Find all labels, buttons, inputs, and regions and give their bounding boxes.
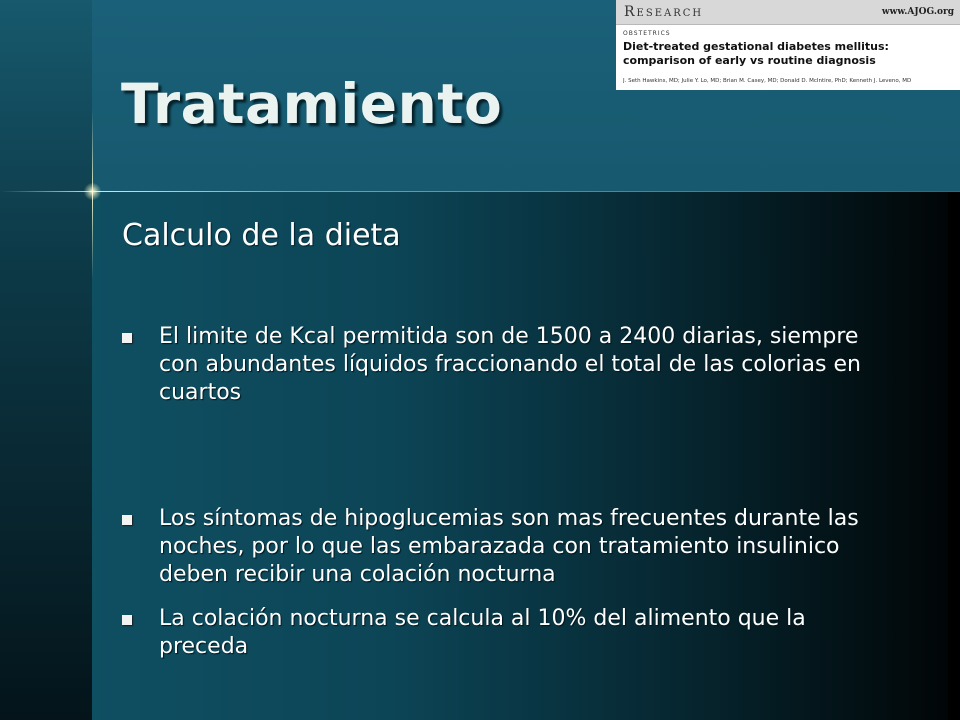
- bullet-text: La colación nocturna se calcula al 10% del alimento que la preceda: [159, 606, 806, 659]
- bullet-text: El limite de Kcal permitida son de 1500 a 2400 diarias, siempre con abundantes líquidos fraccionando el total de las colorias en cuartos: [159, 324, 861, 405]
- article-title: Diet-treated gestational diabetes mellitus: comparison of early vs routine diagnosis: [623, 40, 889, 67]
- journal-url: www.AJOG.org: [881, 7, 954, 17]
- slide-title: Tratamiento: [121, 72, 503, 136]
- bullet-item: [122, 505, 872, 589]
- square-bullet-icon: [122, 615, 132, 625]
- slide-subtitle: Calculo de la dieta: [122, 218, 401, 253]
- square-bullet-icon: [122, 333, 132, 343]
- article-header-image: [616, 0, 960, 90]
- article-authors: J. Seth Hawkins, MD; Julie Y. Lo, MD; Brian M. Casey, MD; Donald D. McIntire, PhD; Kenneth J. Leveno, MD: [623, 78, 912, 84]
- bullet-item: [122, 323, 872, 407]
- section-label: OBSTETRICS: [623, 30, 671, 37]
- bullet-text: Los síntomas de hipoglucemias son mas frecuentes durante las noches, por lo que las embarazada con tratamiento insulinico deben recibir una colación nocturna: [159, 506, 859, 587]
- sparkle-star-icon: [84, 183, 101, 200]
- background-left-strip: [0, 0, 92, 720]
- research-label: Research: [624, 4, 704, 20]
- bullet-item: [122, 605, 872, 661]
- right-edge: [948, 192, 960, 720]
- square-bullet-icon: [122, 515, 132, 525]
- article-header-bar: [616, 0, 960, 25]
- sparkle-horizontal-line: [0, 191, 960, 192]
